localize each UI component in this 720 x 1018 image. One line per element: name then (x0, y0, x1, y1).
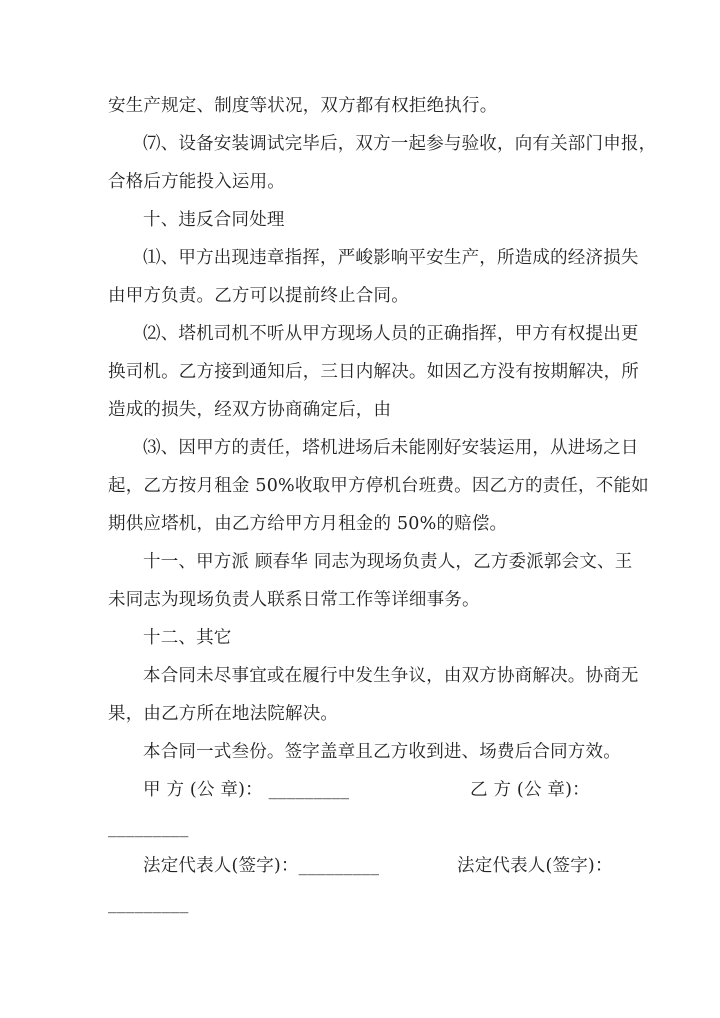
text-line: 起，乙方按月租金 50%收取甲方停机台班费。因乙方的责任，不能如 (108, 476, 649, 496)
text-line: ⑴、甲方出现违章指挥，严峻影响平安生产，所造成的经济损失 (143, 248, 639, 268)
text-line: 换司机。乙方接到通知后，三日内解决。如因乙方没有按期解决，所 (108, 362, 639, 382)
signature-blank: _________ (108, 894, 189, 914)
text-line: 十一、甲方派 顾春华 同志为现场负责人，乙方委派郭会文、王 (143, 552, 633, 572)
text-line: ⑵、塔机司机不听从甲方现场人员的正确指挥，甲方有权提出更 (143, 324, 639, 344)
text-line: 造成的损失，经双方协商确定后，由 (108, 400, 392, 420)
text-line: 安生产规定、制度等状况，双方都有权拒绝执行。 (108, 96, 498, 116)
text-line: 本合同一式叁份。签字盖章且乙方收到进、场费后合同方效。 (143, 742, 621, 762)
text-line: ⑶、因甲方的责任，塔机进场后未能刚好安装运用，从进场之日 (143, 438, 639, 458)
text-line: 合格后方能投入运用。 (108, 172, 285, 192)
text-line: ⑺、设备安装调试完毕后，双方一起参与验收，向有关部门申报， (143, 134, 657, 154)
signature-blank: _________ (108, 818, 189, 838)
text-line: 期供应塔机，由乙方给甲方月租金的 50%的赔偿。 (108, 514, 508, 534)
party-a-seal: 甲 方 (公 章)： _________ (143, 780, 350, 800)
party-b-seal: 乙 方 (公 章)： (470, 780, 590, 800)
section-heading: 十二、其它 (143, 628, 232, 648)
text-line: 由甲方负责。乙方可以提前终止合同。 (108, 286, 409, 306)
party-b-representative: 法定代表人(签字)： (457, 856, 613, 876)
text-line: 果，由乙方所在地法院解决。 (108, 704, 339, 724)
section-heading: 十、违反合同处理 (143, 210, 285, 230)
text-line: 本合同未尽事宜或在履行中发生争议，由双方协商解决。协商无 (143, 666, 639, 686)
party-a-representative: 法定代表人(签字)：_________ (143, 856, 380, 876)
text-line: 未同志为现场负责人联系日常工作等详细事务。 (108, 590, 480, 610)
